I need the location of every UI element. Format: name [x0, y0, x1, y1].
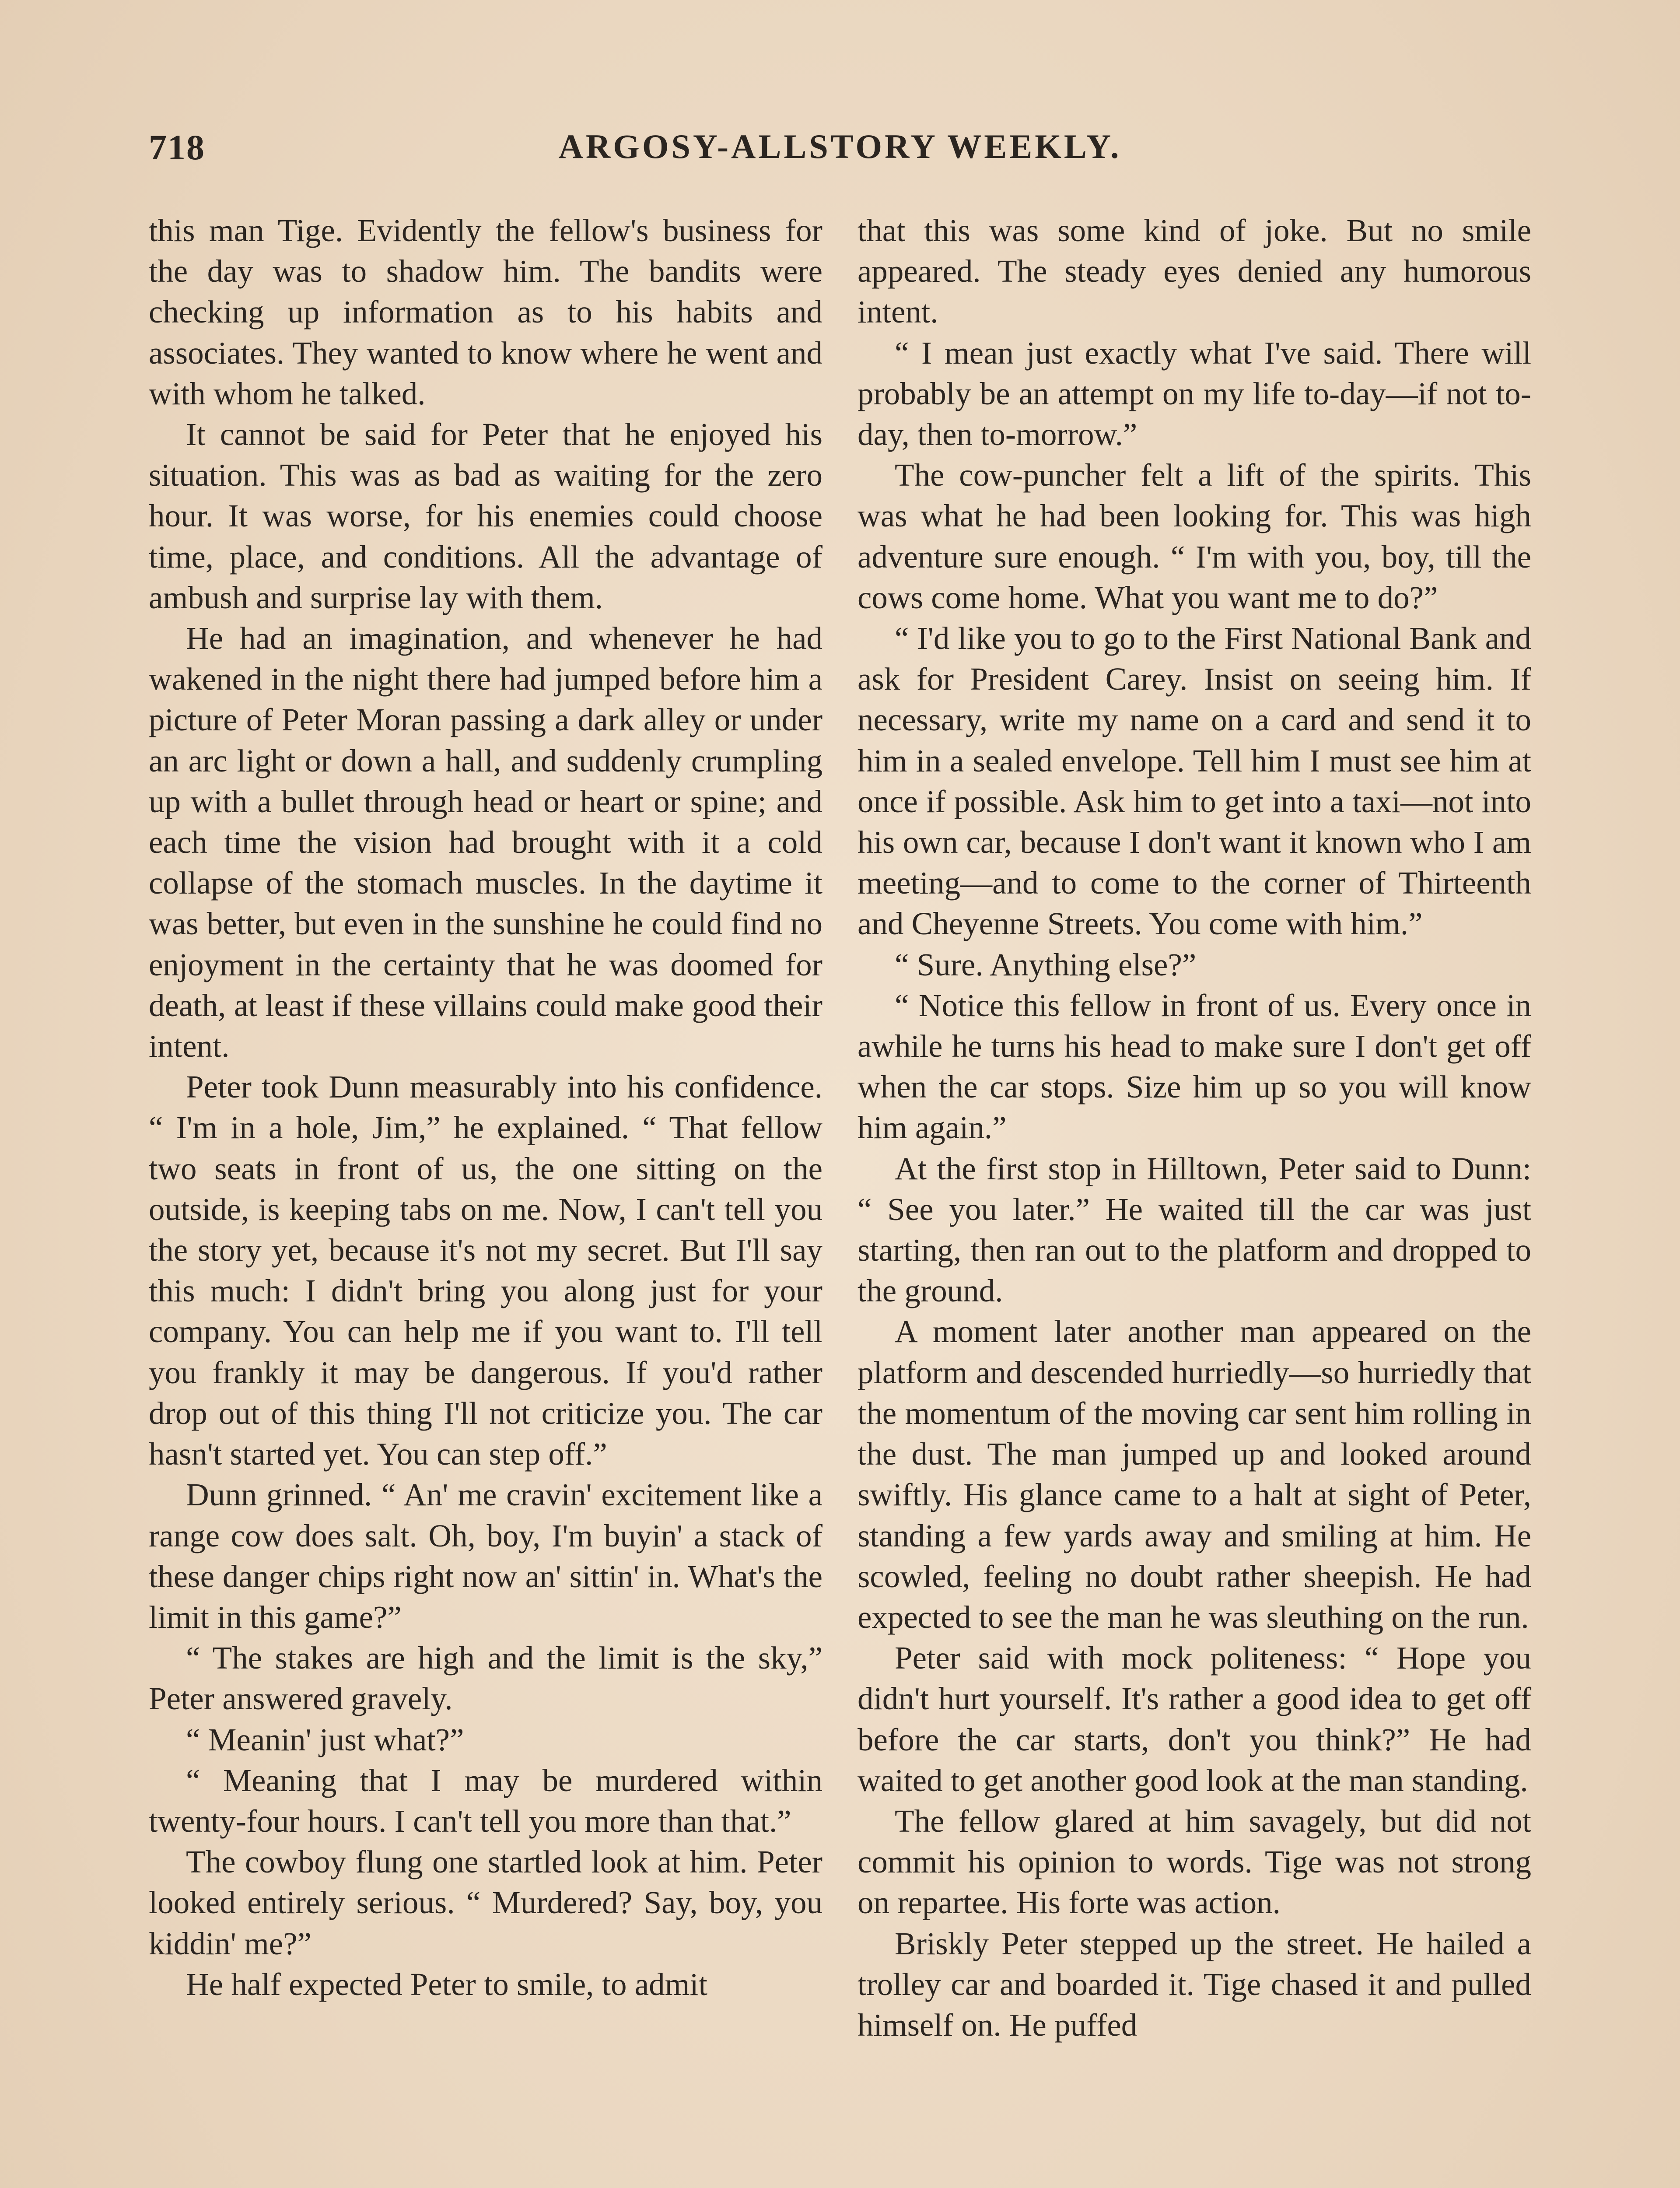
paragraph: this man Tige. Evidently the fellow's business for the day was to shadow him. The bandits were checking up information as to his habits and associates. They wanted to know where he went and with whom he talked. — [149, 213, 822, 411]
page-header — [140, 127, 1540, 193]
paragraph: He half expected Peter to smile, to admit — [186, 1966, 707, 2002]
paragraph: “ Meanin' just what?” — [186, 1722, 464, 1757]
paragraph: Dunn grinned. “ An' me cravin' excitement like a range cow does salt. Oh, boy, I'm buyin' a stack of these danger chips right now an' sittin' in. What's the limit in this game?” — [149, 1477, 822, 1635]
page-number: 718 — [149, 127, 205, 167]
paragraph: A moment later another man appeared on the platform and descended hurriedly—so hurriedly that the momentum of the moving car sent him rolling in the dust. The man jumped up and looked around swiftly. His glance came to a halt at sight of Peter, standing a few yards away and smiling at him. He scowled, feeling no doubt rather sheepish. He had expected to see the man he was sleuthing on the run. — [858, 1314, 1531, 1635]
paragraph: He had an imagination, and whenever he had wakened in the night there had jumped before him a picture of Peter Moran passing a dark alley or under an arc light or down a hall, and suddenly crumpling up with a bullet through head or heart or spine; and each time the vision had brought with it a cold collapse of the stomach muscles. In the daytime it was better, but even in the sunshine he could find no enjoyment in the certainty that he was doomed for death, at least if these villains could make good their intent. — [149, 621, 822, 1064]
paragraph: “ I mean just exactly what I've said. There will probably be an attempt on my life to-day—if not to-day, then to-morrow.” — [858, 335, 1531, 452]
paragraph: Briskly Peter stepped up the street. He hailed a trolley car and boarded it. Tige chased it and pulled himself on. He puffed — [858, 1925, 1531, 2043]
running-title: ARGOSY-ALLSTORY WEEKLY. — [558, 127, 1122, 165]
paragraph: “ Sure. Anything else?” — [895, 947, 1197, 982]
text-columns — [149, 210, 1531, 2188]
paragraph: “ The stakes are high and the limit is the sky,” Peter answered gravely. — [149, 1640, 822, 1717]
paragraph: The cowboy flung one startled look at him. Peter looked entirely serious. “ Murdered? Say, boy, you kiddin' me?” — [149, 1844, 822, 1961]
paragraph: “ Notice this fellow in front of us. Every once in awhile he turns his head to make sure I don't get off when the car stops. Size him up so you will know him again.” — [858, 987, 1531, 1146]
paragraph: It cannot be said for Peter that he enjoyed his situation. This was as bad as waiting for the zero hour. It was worse, for his enemies could choose time, place, and conditions. All the advantage of ambush and surprise lay with them. — [149, 417, 822, 615]
paragraph: Peter said with mock politeness: “ Hope you didn't hurt yourself. It's rather a good idea to get off before the car starts, don't you think?” He had waited to get another good look at the man standing. — [858, 1640, 1531, 1798]
paragraph: At the first stop in Hilltown, Peter said to Dunn: “ See you later.” He waited till the car was just starting, then ran out to the platform and dropped to the ground. — [858, 1150, 1531, 1309]
paragraph: The cow-puncher felt a lift of the spirits. This was what he had been looking for. This was high adventure sure enough. “ I'm with you, boy, till the cows come home. What you want me to do?” — [858, 457, 1531, 615]
paragraph: that this was some kind of joke. But no smile appeared. The steady eyes denied any humorous intent. — [858, 213, 1531, 330]
paragraph: The fellow glared at him savagely, but did not commit his opinion to words. Tige was not strong on repartee. His forte was action. — [858, 1803, 1531, 1921]
paragraph: “ Meaning that I may be murdered within twenty-four hours. I can't tell you more than that.” — [149, 1762, 822, 1839]
left-column — [149, 210, 822, 2188]
paragraph: Peter took Dunn measurably into his confidence. “ I'm in a hole, Jim,” he explained. “ That fellow two seats in front of us, the one sitting on the outside, is keeping tabs on me. Now, I can't tell you the story yet, because it's not my secret. But I'll say this much: I didn't bring you along just for your company. You can help me if you want to. I'll tell you frankly it may be dangerous. If you'd rather drop out of this thing I'll not criticize you. The car hasn't started yet. You can step off.” — [149, 1069, 822, 1472]
paragraph: “ I'd like you to go to the First National Bank and ask for President Carey. Insist on seeing him. If necessary, write my name on a card and send it to him in a sealed envelope. Tell him I must see him at once if possible. Ask him to get into a taxi—not into his own car, because I don't want it known who I am meeting—and to come to the corner of Thirteenth and Cheyenne Streets. You come with him.” — [858, 621, 1531, 942]
right-column — [858, 210, 1531, 2188]
